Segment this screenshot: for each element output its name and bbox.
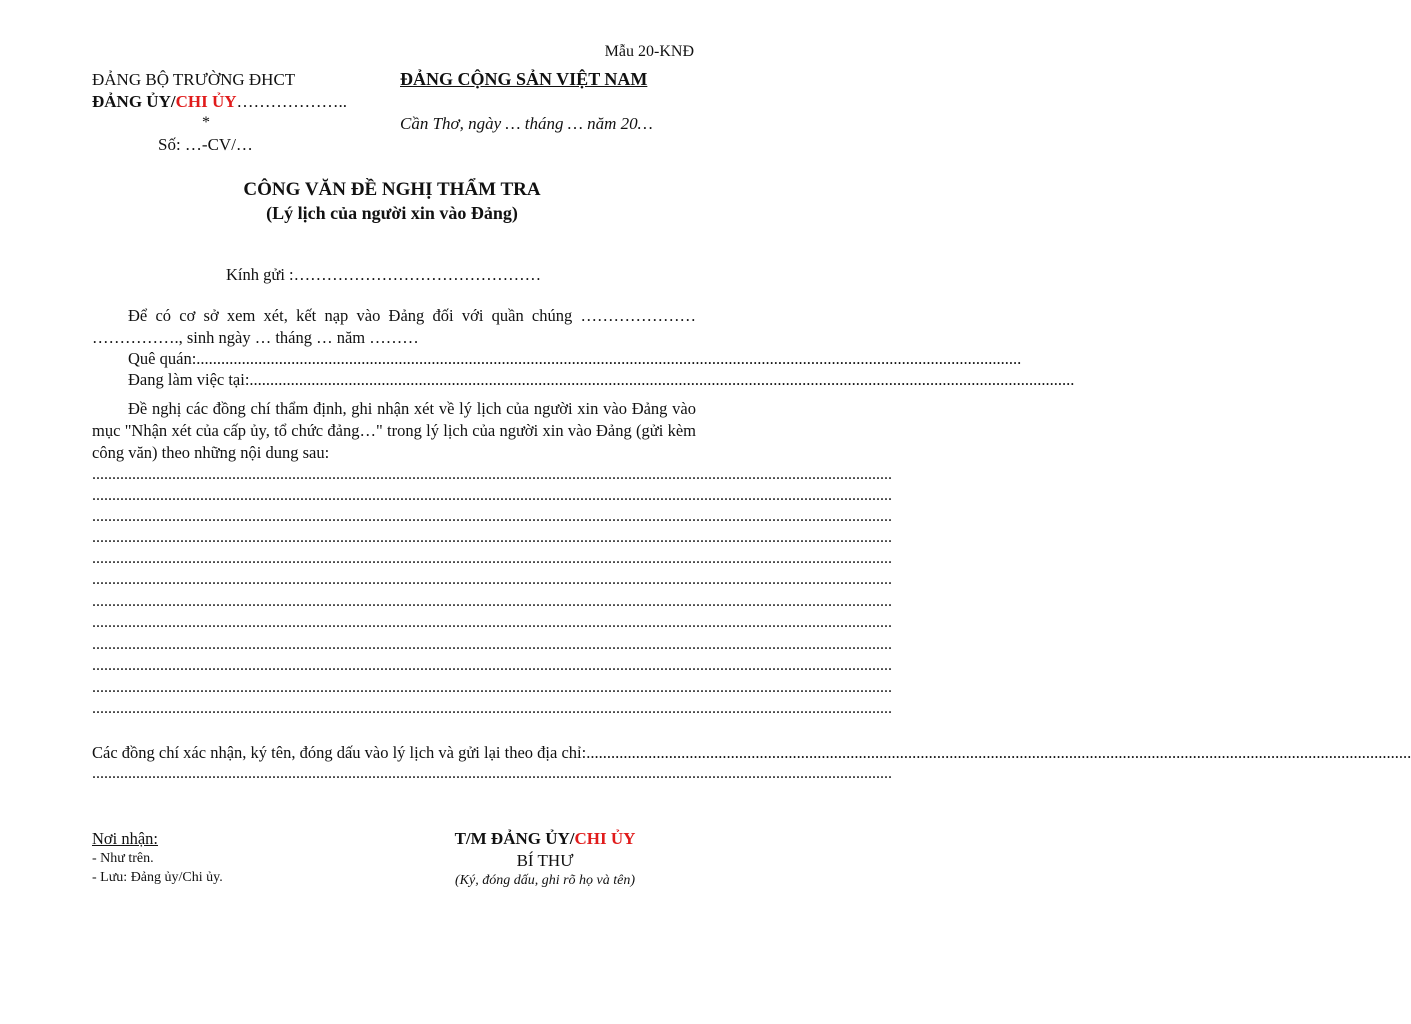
hometown-row: [92, 349, 1022, 369]
recipient-item: - Như trên.: [92, 851, 154, 866]
dotted-line: ........................................................................................................................................................................................................: [92, 765, 892, 782]
dotted-line: ........................................................................................................................................................................................................: [92, 571, 892, 588]
signature-note: (Ký, đóng dấu, ghi rõ họ và tên): [454, 873, 636, 888]
dotted-line: ........................................................................................................................................................................................................: [92, 466, 892, 483]
hometown-label: Quê quán:: [128, 349, 197, 368]
committee-prefix: ĐẢNG ỦY/: [92, 92, 176, 111]
place-date: Cần Thơ, ngày … tháng … năm 20…: [400, 114, 653, 133]
dotted-line: ........................................................................................................................................................................................................: [92, 679, 892, 696]
recipient-item: - Lưu: Đảng ủy/Chi ủy.: [92, 870, 223, 885]
recipients-heading: Nơi nhận:: [92, 829, 159, 848]
star-mark: *: [202, 114, 210, 131]
dotted-line: ........................................................................................................................................................................................................: [92, 487, 892, 504]
confirm-row: [92, 743, 1411, 763]
confirm-text: Các đồng chí xác nhận, ký tên, đóng dấu vào lý lịch và gửi lại theo địa chỉ:: [92, 743, 587, 762]
signatory-title: [390, 829, 700, 849]
dotted-line: ........................................................................................................................................................................................................: [92, 700, 892, 717]
signatory-prefix: T/M ĐẢNG ỦY/: [454, 829, 575, 848]
form-code: Mẫu 20-KNĐ: [604, 43, 694, 60]
page-subtitle: (Lý lịch của người xin vào Đảng): [266, 203, 518, 223]
committee-red: CHI ỦY: [175, 92, 237, 111]
dotted-line: ........................................................................................................................................................................................................: [92, 529, 892, 546]
party-name: ĐẢNG CỘNG SẢN VIỆT NAM: [400, 69, 648, 89]
confirm-fill: ........................................................................................................................................................................................................: [586, 743, 1411, 762]
committee-line: [92, 92, 347, 112]
dotted-line: ........................................................................................................................................................................................................: [92, 614, 892, 631]
dotted-line: ........................................................................................................................................................................................................: [92, 508, 892, 525]
recipient-line: Kính gửi :………………………………………: [226, 265, 542, 284]
dotted-line: ........................................................................................................................................................................................................: [92, 636, 892, 653]
workplace-label: Đang làm việc tại:: [128, 370, 250, 389]
org-line: ĐẢNG BỘ TRƯỜNG ĐHCT: [92, 70, 296, 89]
page-title: CÔNG VĂN ĐỀ NGHỊ THẨM TRA: [243, 179, 541, 200]
request-paragraph: Đề nghị các đồng chí thẩm định, ghi nhận xét về lý lịch của người xin vào Đảng vào mục "Nhận xét của cấp ủy, tổ chức đảng…" trong lý lịch của người xin vào Đảng (gửi kèm công văn) theo những nội dung sau:: [92, 399, 696, 462]
workplace-fill: ........................................................................................................................................................................................................: [249, 370, 1075, 389]
dotted-line: ........................................................................................................................................................................................................: [92, 657, 892, 674]
signatory-position: BÍ THƯ: [516, 851, 574, 870]
committee-dots: ………………..: [236, 92, 348, 111]
intro-paragraph: Để có cơ sở xem xét, kết nạp vào Đảng đối với quần chúng ………………… ……………., sinh ngày … tháng … năm ………: [92, 306, 696, 347]
workplace-row: [92, 370, 1075, 390]
hometown-fill: ........................................................................................................................................................................................................: [196, 349, 1022, 368]
signatory-red: CHI ỦY: [574, 829, 636, 848]
dotted-line: ........................................................................................................................................................................................................: [92, 550, 892, 567]
dotted-line: ........................................................................................................................................................................................................: [92, 593, 892, 610]
document-number: Số: …-CV/…: [158, 135, 253, 154]
